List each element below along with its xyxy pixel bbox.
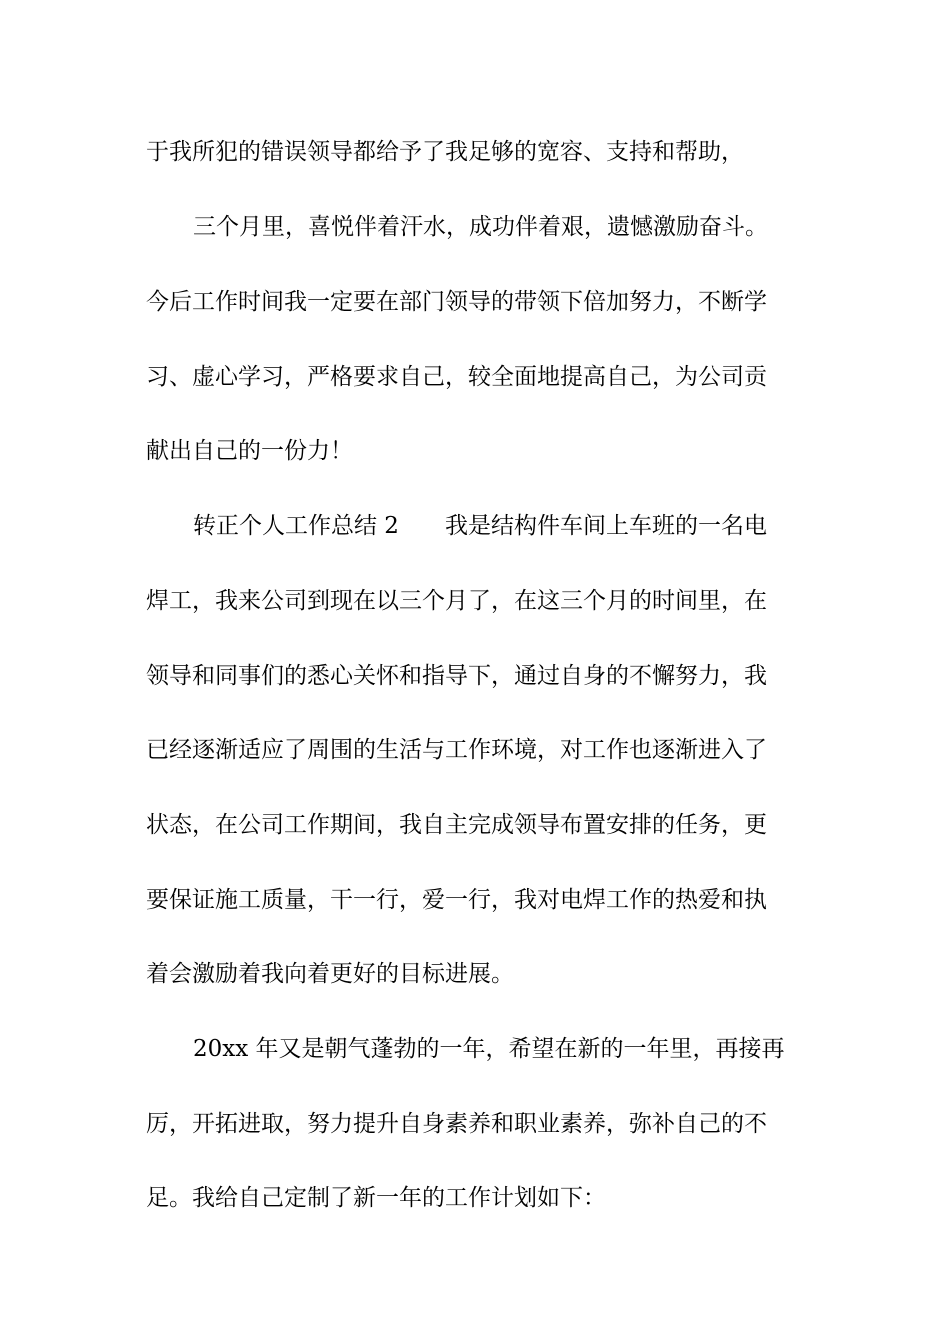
text-line: 习、虚心学习，严格要求自己，较全面地提高自己，为公司贡 [146, 364, 767, 390]
text-line: 三个月里，喜悦伴着汗水，成功伴着艰，遗憾激励奋斗。 [193, 214, 768, 240]
text-line: 献出自己的一份力！ [146, 438, 353, 464]
text-line: 今后工作时间我一定要在部门领导的带领下倍加努力，不断学 [146, 289, 767, 315]
text-line: 已经逐渐适应了周围的生活与工作环境，对工作也逐渐进入了 [146, 737, 767, 763]
text-line: 状态，在公司工作期间，我自主完成领导布置安排的任务，更 [146, 812, 767, 838]
text-line: 转正个人工作总结 2 我是结构件车间上车班的一名电 [193, 513, 767, 539]
text-line: 厉，开拓进取，努力提升自身素养和职业素养，弥补自己的不 [146, 1111, 767, 1137]
text-line: 着会激励着我向着更好的目标进展。 [146, 961, 514, 987]
text-line: 20xx 年又是朝气蓬勃的一年，希望在新的一年里，再接再 [193, 1036, 785, 1062]
text-line: 领导和同事们的悉心关怀和指导下，通过自身的不懈努力，我 [146, 663, 767, 689]
text-line: 焊工，我来公司到现在以三个月了，在这三个月的时间里，在 [146, 588, 767, 614]
text-line: 要保证施工质量，干一行，爱一行，我对电焊工作的热爱和执 [146, 887, 767, 913]
text-line: 于我所犯的错误领导都给予了我足够的宽容、支持和帮助， [146, 139, 744, 165]
text-line: 足。我给自己定制了新一年的工作计划如下： [146, 1185, 606, 1211]
